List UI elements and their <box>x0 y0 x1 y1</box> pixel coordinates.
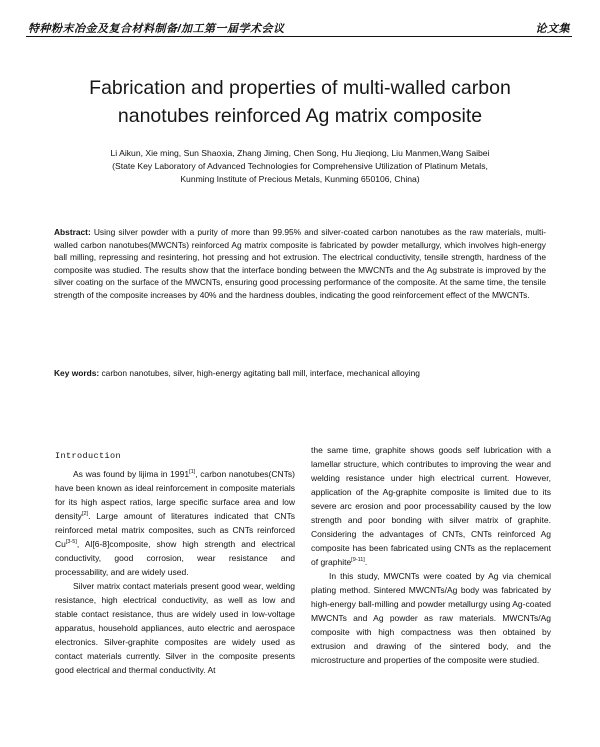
header-conference-name: 特种粉末冶金及复合材料制备/加工第一届学术会议 <box>28 23 285 35</box>
keywords-text: carbon nanotubes, silver, high-energy agitating ball mill, interface, mechanical alloying <box>101 368 420 378</box>
intro-paragraph-1 <box>55 467 295 579</box>
keywords-label: Key words: <box>54 368 100 378</box>
abstract <box>54 226 546 302</box>
affiliation-line-2: Kunming Institute of Precious Metals, Kunming 650106, China) <box>180 174 420 184</box>
author-block <box>30 147 570 186</box>
citation-9-11: [9-11] <box>351 557 365 564</box>
running-header <box>26 18 572 37</box>
section-heading-introduction: Introduction <box>55 451 122 461</box>
intro-p3-part-a: the same time, graphite shows goods self lubrication with a lamellar structure, which contributes to improving the wear and welding resistance under high electrical current. However, application of the Ag-graphite composite is limited due to its severe arc erosion and poor processability caused by the low strength and poor bonding with silver matrix of graphite. Considering the advantages of CNTs, CNTs reinforced Ag composite has been fabricated using CNTs as the replacement of graphite <box>311 445 551 567</box>
abstract-label: Abstract: <box>54 227 91 237</box>
affiliation-line-1: (State Key Laboratory of Advanced Technologies for Comprehensive Utilization of Platinum Metals, <box>112 161 488 171</box>
intro-p1-part-b: , carbon nanotubes(CNTs) have been known as ideal reinforcement in composite materials for its high aspect ratios, large specific surface area and low density <box>55 469 295 521</box>
column-right <box>311 443 551 667</box>
citation-1: [1] <box>189 469 196 476</box>
paper-title <box>40 74 560 130</box>
intro-p1-part-a: As was found by lijima in 1991 <box>73 469 190 479</box>
citation-2: [2] <box>81 511 89 518</box>
title-line-1: Fabrication and properties of multi-walled carbon <box>89 77 511 99</box>
citation-3-5: [3-5] <box>65 539 77 546</box>
intro-paragraph-3 <box>311 443 551 569</box>
abstract-text: Using silver powder with a purity of more than 99.95% and silver-coated carbon nanotubes as the raw materials, multi-walled carbon nanotubes(MWCNTs) reinforced Ag matrix composite is fabricated by powder metallurgy, which involves high-energy ball milling, repressing and resintering, hot pressing and hot extrusion. The electrical conductivity, tensile strength, hardness of the composite was studied. The results show that the interface bonding between the MWCNTs and the Ag substrate is improved by the silver coating on the surface of the MWCNTs, ensuring good processing performance of the composite. At the same time, the tensile strength of the composite increases by 40% and the hardness doubles, indicating the good reinforcement effect of the MWCNTs. <box>54 227 546 300</box>
intro-p1-part-c: . Large amount of literatures indicated that CNTs reinforced metal matrix composites, such as CNTs reinforced Cu <box>55 511 295 549</box>
intro-paragraph-4: In this study, MWCNTs were coated by Ag via chemical plating method. Sintered MWCNTs/Ag body was fabricated by high-energy ball-milling and powder metallurgy using Ag-coated MWCNTs and Ag powder as raw materials. MWCNTs/Ag composite with high compactness was then obtained by extrusion and drawing of the sintered body, and the microstructure and properties of the composite were studied. <box>311 571 551 665</box>
intro-p3-part-b: . <box>364 557 368 567</box>
column-left <box>55 443 295 677</box>
intro-p1-part-d: , Al[6-8]composite, show high strength and electrical conductivity, good corrosion, wear resistance and processability, and are widely used. <box>55 539 295 577</box>
intro-paragraph-2: Silver matrix contact materials present good wear, welding resistance, high electrical conductivity, as well as low and stable contact resistance, thus are widely used in low-voltage apparatus, household appliances, auto electric and aerospace electronics. Silver-graphite composites are widely used as contact materials currently. Silver in the composite presents good electrical and thermal conductivity. At <box>55 581 295 675</box>
title-line-2: nanotubes reinforced Ag matrix composite <box>117 105 483 127</box>
header-proceedings-label: 论文集 <box>535 23 570 35</box>
keywords <box>54 367 546 380</box>
author-names: Li Aikun, Xie ming, Sun Shaoxia, Zhang Jiming, Chen Song, Hu Jieqiong, Liu Manmen,Wang Saibei <box>110 148 490 158</box>
